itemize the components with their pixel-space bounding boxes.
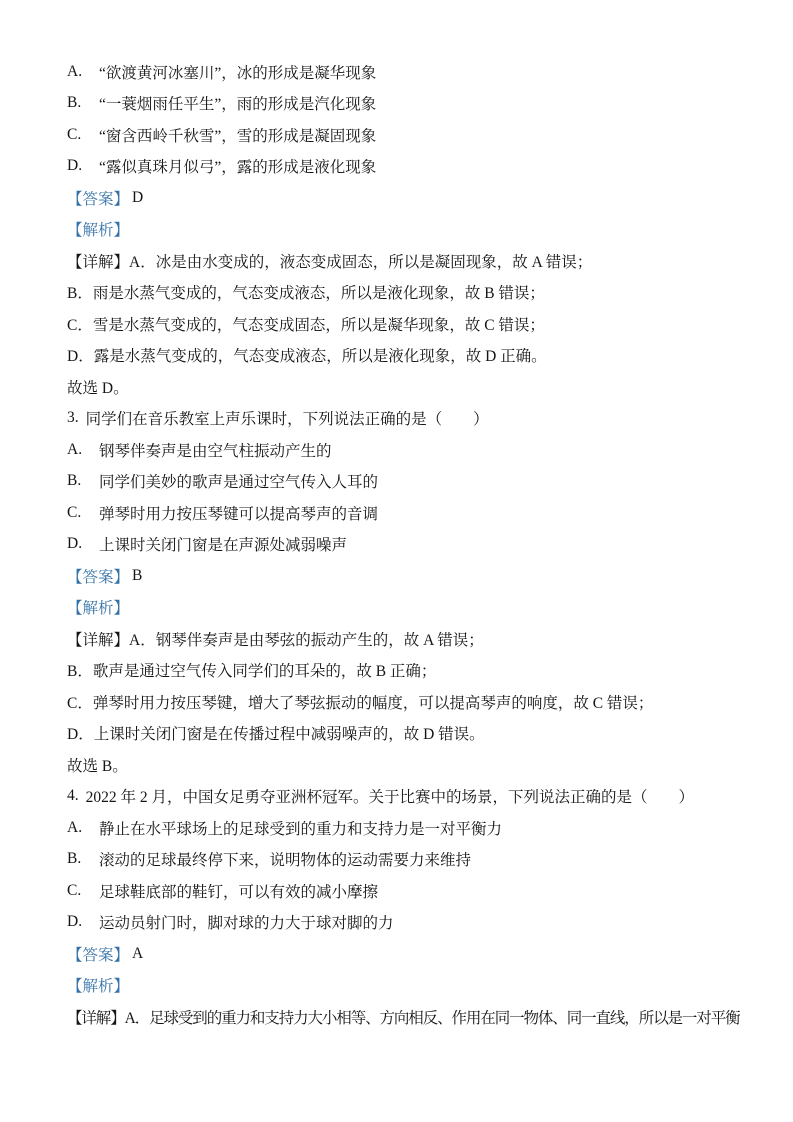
option-text: 运动员射门时，脚对球的力大于球对脚的力 [99,915,394,933]
option-letter: C. [67,125,82,143]
analysis-label: 【解析】 [67,978,130,996]
detail-text: C．雪是水蒸气变成的，气态变成固态，所以是凝华现象，故 C 错误； [67,316,545,334]
analysis-line [67,970,726,1002]
answer-label: 【答案】 [67,190,130,208]
option-letter: A. [67,440,83,458]
option-letter: A. [67,62,83,80]
option-line [67,529,726,561]
question-line [67,403,726,435]
option-line [67,466,726,498]
option-line [67,812,726,844]
option-letter: D. [67,535,83,553]
analysis-line [67,592,726,624]
detail-line [67,655,726,687]
option-text: 同学们美妙的歌声是通过空气传入人耳的 [99,474,379,492]
option-text: 弹琴时用力按压琴键可以提高琴声的音调 [99,505,379,523]
answer-line [67,560,726,592]
analysis-line [67,214,726,246]
detail-text: B．雨是水蒸气变成的，气态变成液态，所以是液化现象，故 B 错误； [67,285,545,303]
option-text: 上课时关闭门窗是在声源处减弱噪声 [99,537,348,555]
conclusion-text: 故选 D。 [67,379,129,397]
analysis-label: 【解析】 [67,222,130,240]
answer-value: A [132,944,144,962]
answer-line [67,182,726,214]
detail-text: D．露是水蒸气变成的，气态变成液态，所以是液化现象，故 D 正确。 [67,348,547,366]
option-line [67,151,726,183]
conclusion-line [67,371,726,403]
option-line [67,434,726,466]
answer-line [67,938,726,970]
detail-line [67,718,726,750]
question-number: 3. [67,409,79,427]
option-text: “一蓑烟雨任平生”，雨的形成是汽化现象 [99,96,377,114]
option-line [67,119,726,151]
detail-text: A．足球受到的重力和支持力大小相等、方向相反、作用在同一物体、同一直线，所以是一对平衡 [124,1009,740,1027]
answer-value: D [132,188,144,206]
conclusion-text: 故选 B。 [67,757,128,775]
answer-label: 【答案】 [67,568,130,586]
option-line [67,875,726,907]
analysis-label: 【解析】 [67,600,130,618]
option-letter: D. [67,913,83,931]
question-line [67,781,726,813]
option-text: 静止在水平球场上的足球受到的重力和支持力是一对平衡力 [99,820,503,838]
detail-line [67,245,726,277]
option-letter: B. [67,472,82,490]
option-letter: A. [67,818,83,836]
detail-text: D．上课时关闭门窗是在传播过程中减弱噪声的，故 D 错误。 [67,726,485,744]
option-text: “窗含西岭千秋雪”，雪的形成是凝固现象 [99,127,377,145]
option-letter: B. [67,850,82,868]
detail-line [67,340,726,372]
option-text: “欲渡黄河冰塞川”，冰的形成是凝华现象 [99,64,377,82]
detail-label: 【详解】 [67,253,130,271]
option-letter: D. [67,157,83,175]
option-letter: B. [67,94,82,112]
question-number: 4. [67,787,79,805]
detail-text: C．弹琴时用力按压琴键，增大了琴弦振动的幅度，可以提高琴声的响度，故 C 错误； [67,694,654,712]
option-text: 钢琴伴奏声是由空气柱振动产生的 [99,442,332,460]
detail-text: B．歌声是通过空气传入同学们的耳朵的，故 B 正确； [67,663,437,681]
option-line [67,907,726,939]
option-line [67,88,726,120]
detail-label: 【详解】 [67,631,130,649]
answer-value: B [132,566,143,584]
detail-label: 【详解】 [67,1009,125,1027]
detail-line [67,623,726,655]
detail-text: A．冰是由水变成的，液态变成固态，所以是凝固现象，故 A 错误； [129,253,593,271]
option-line [67,844,726,876]
question-text: 同学们在音乐教室上声乐课时，下列说法正确的是（ ） [85,411,489,429]
detail-line [67,686,726,718]
option-text: 滚动的足球最终停下来，说明物体的运动需要力来维持 [99,852,472,870]
option-text: “露似真珠月似弓”，露的形成是液化现象 [99,159,377,177]
detail-line [67,277,726,309]
detail-line [67,308,726,340]
option-line [67,56,726,88]
answer-label: 【答案】 [67,946,130,964]
option-letter: C. [67,503,82,521]
option-letter: C. [67,881,82,899]
option-line [67,497,726,529]
option-text: 足球鞋底部的鞋钉，可以有效的减小摩擦 [99,883,379,901]
question-text: 2022 年 2 月，中国女足勇夺亚洲杯冠军。关于比赛中的场景，下列说法正确的是（ ） [85,789,695,807]
detail-text: A．钢琴伴奏声是由琴弦的振动产生的，故 A 错误； [129,631,484,649]
detail-line [67,1001,740,1033]
conclusion-line [67,749,726,781]
